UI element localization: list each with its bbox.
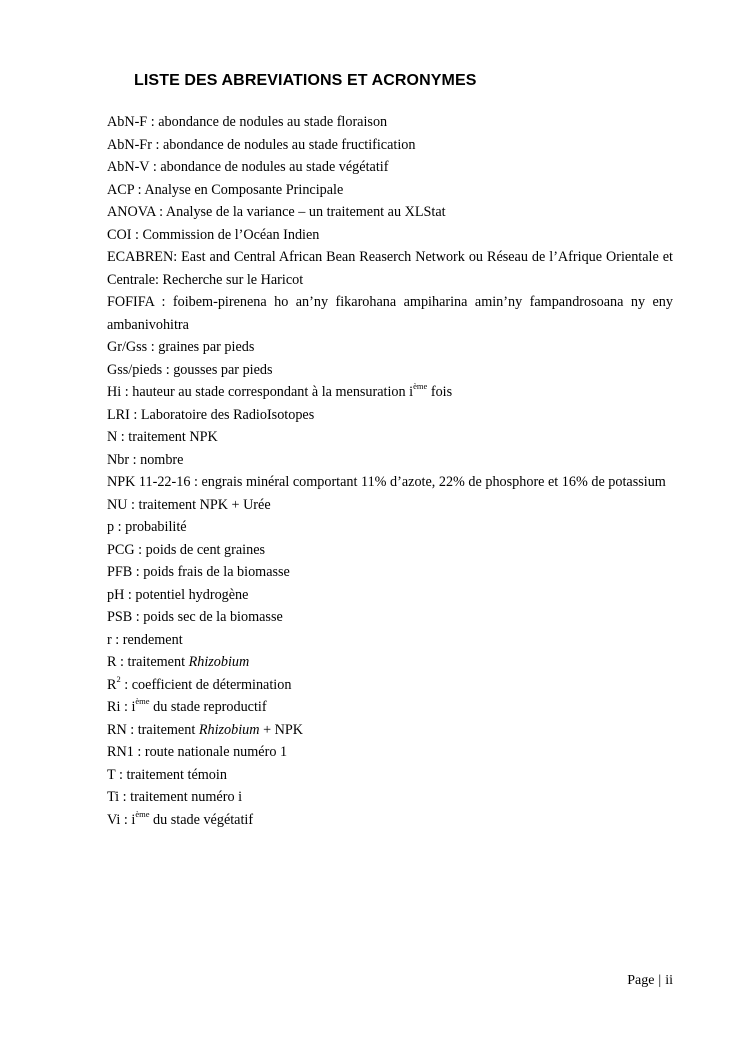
list-item: p : probabilité	[107, 519, 187, 535]
list-item: Nbr : nombre	[107, 451, 184, 468]
list-item: RN1 : route nationale numéro 1	[107, 744, 288, 760]
list-item: r : rendement	[107, 631, 183, 648]
abbreviation-list	[107, 111, 673, 831]
list-item: $R^2$ : coefficient de détermination	[107, 673, 292, 693]
list-item: R : traitement Rhizobium	[107, 654, 250, 670]
list-item: Gr/Gss : graines par pieds	[107, 339, 255, 355]
list-item: pH : potentiel hydrogène	[107, 586, 249, 603]
list-item: Vi : $i^{ème}$ du stade végétatif	[107, 808, 254, 828]
page-separator: |	[658, 973, 662, 988]
list-item: NU : traitement NPK + Urée	[107, 496, 271, 513]
list-item: ACP : Analyse en Composante Principale	[107, 181, 344, 198]
list-item: AbN-Fr : abondance de nodules au stade fructification	[107, 136, 416, 153]
list-item: ANOVA : Analyse de la variance – un traitement au XLStat	[107, 204, 446, 220]
list-item: PSB : poids sec de la biomasse	[107, 609, 283, 625]
list-item: RN : traitement Rhizobium + NPK	[107, 721, 303, 738]
list-item: ECABREN: East and Central African Bean Reaserch Network ou Réseau de l’Afrique Orientale et Centrale: Recherche sur le Haricot	[107, 249, 673, 288]
list-item: NPK 11-22-16 : engrais minéral comportant 11% d’azote, 22% de phosphore et 16% de potassium	[107, 474, 666, 490]
list-item: Hi : hauteur au stade correspondant à la mensuration $i^{ème}$ fois	[107, 381, 453, 400]
list-item: Gss/pieds : gousses par pieds	[107, 361, 273, 378]
list-item: Ri : $i^{ème}$ du stade reproductif	[107, 696, 267, 715]
list-item: AbN-V : abondance de nodules au stade végétatif	[107, 159, 389, 175]
list-item: COI : Commission de l’Océan Indien	[107, 226, 320, 243]
page-label: Page	[627, 973, 655, 988]
page-footer	[627, 973, 673, 989]
list-item: N : traitement NPK	[107, 429, 218, 445]
list-item: FOFIFA : foibem-pirenena ho an’ny fikarohana ampiharina amin’ny fampandrosoana ny eny ambanivohitra	[107, 294, 673, 333]
list-item: PCG : poids de cent graines	[107, 541, 266, 558]
list-item: T : traitement témoin	[107, 766, 227, 783]
page-number: ii	[665, 973, 673, 988]
list-item: Ti : traitement numéro i	[107, 789, 243, 805]
list-item: AbN-F : abondance de nodules au stade floraison	[107, 114, 388, 130]
list-item: PFB : poids frais de la biomasse	[107, 564, 290, 580]
page-title: LISTE DES ABREVIATIONS ET ACRONYMES	[134, 72, 477, 89]
list-item: LRI : Laboratoire des RadioIsotopes	[107, 406, 315, 423]
